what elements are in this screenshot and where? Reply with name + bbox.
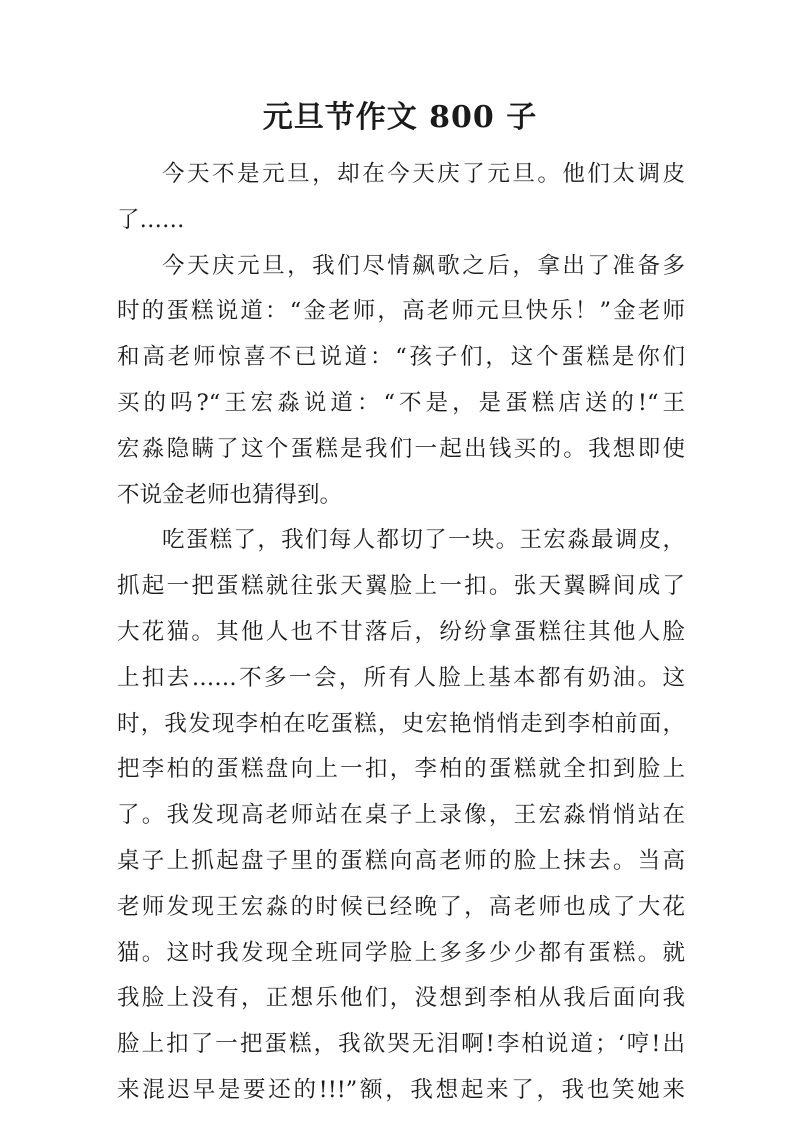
text-line: 不说金老师也猜得到。 <box>117 481 343 508</box>
text-line: 宏淼隐瞒了这个蛋糕是我们一起出钱买的。我想即使 <box>117 435 685 462</box>
essay-body <box>117 152 685 1114</box>
text-line: 我脸上没有，正想乐他们，没想到李柏从我后面向我 <box>117 985 685 1012</box>
text-line: 桌子上抓起盘子里的蛋糕向高老师的脸上抹去。当高 <box>117 847 685 874</box>
text-line: 和高老师惊喜不已说道：“孩子们，这个蛋糕是你们 <box>117 344 685 371</box>
text-line: 买的吗?“王宏淼说道：“不是，是蛋糕店送的!“王 <box>117 389 685 416</box>
text-line: 今天不是元旦，却在今天庆了元旦。他们太调皮 <box>162 161 685 187</box>
text-line: 吃蛋糕了，我们每人都切了一块。王宏淼最调皮， <box>162 527 685 554</box>
text-line: 今天庆元旦，我们尽情飙歌之后，拿出了准备多 <box>162 252 685 279</box>
text-line: 了。我发现高老师站在桌子上录像，王宏淼悄悄站在 <box>117 802 685 829</box>
text-line: 猫。这时我发现全班同学脸上多多少少都有蛋糕。就 <box>117 939 685 966</box>
text-line: 把李柏的蛋糕盘向上一扣，李柏的蛋糕就全扣到脸上 <box>117 756 685 783</box>
text-line: 时的蛋糕说道：“金老师，高老师元旦快乐！”金老师 <box>117 298 685 325</box>
text-line: 来混迟早是要还的!!!”额，我想起来了，我也笑她来 <box>117 1076 685 1103</box>
text-line: 大花猫。其他人也不甘落后，纷纷拿蛋糕往其他人脸 <box>117 618 685 645</box>
text-line: 时，我发现李柏在吃蛋糕，史宏艳悄悄走到李柏前面， <box>117 710 685 737</box>
text-line: 了…… <box>117 206 185 233</box>
text-line: 上扣去……不多一会，所有人脸上基本都有奶油。这 <box>117 664 685 691</box>
text-line: 脸上扣了一把蛋糕，我欲哭无泪啊!李柏说道；‘哼!出 <box>117 1031 685 1058</box>
text-line: 老师发现王宏淼的时候已经晚了，高老师也成了大花 <box>117 893 685 920</box>
page-title: 元旦节作文 800 子 <box>262 100 538 135</box>
text-line: 抓起一把蛋糕就往张天翼脸上一扣。张天翼瞬间成了 <box>117 573 685 600</box>
